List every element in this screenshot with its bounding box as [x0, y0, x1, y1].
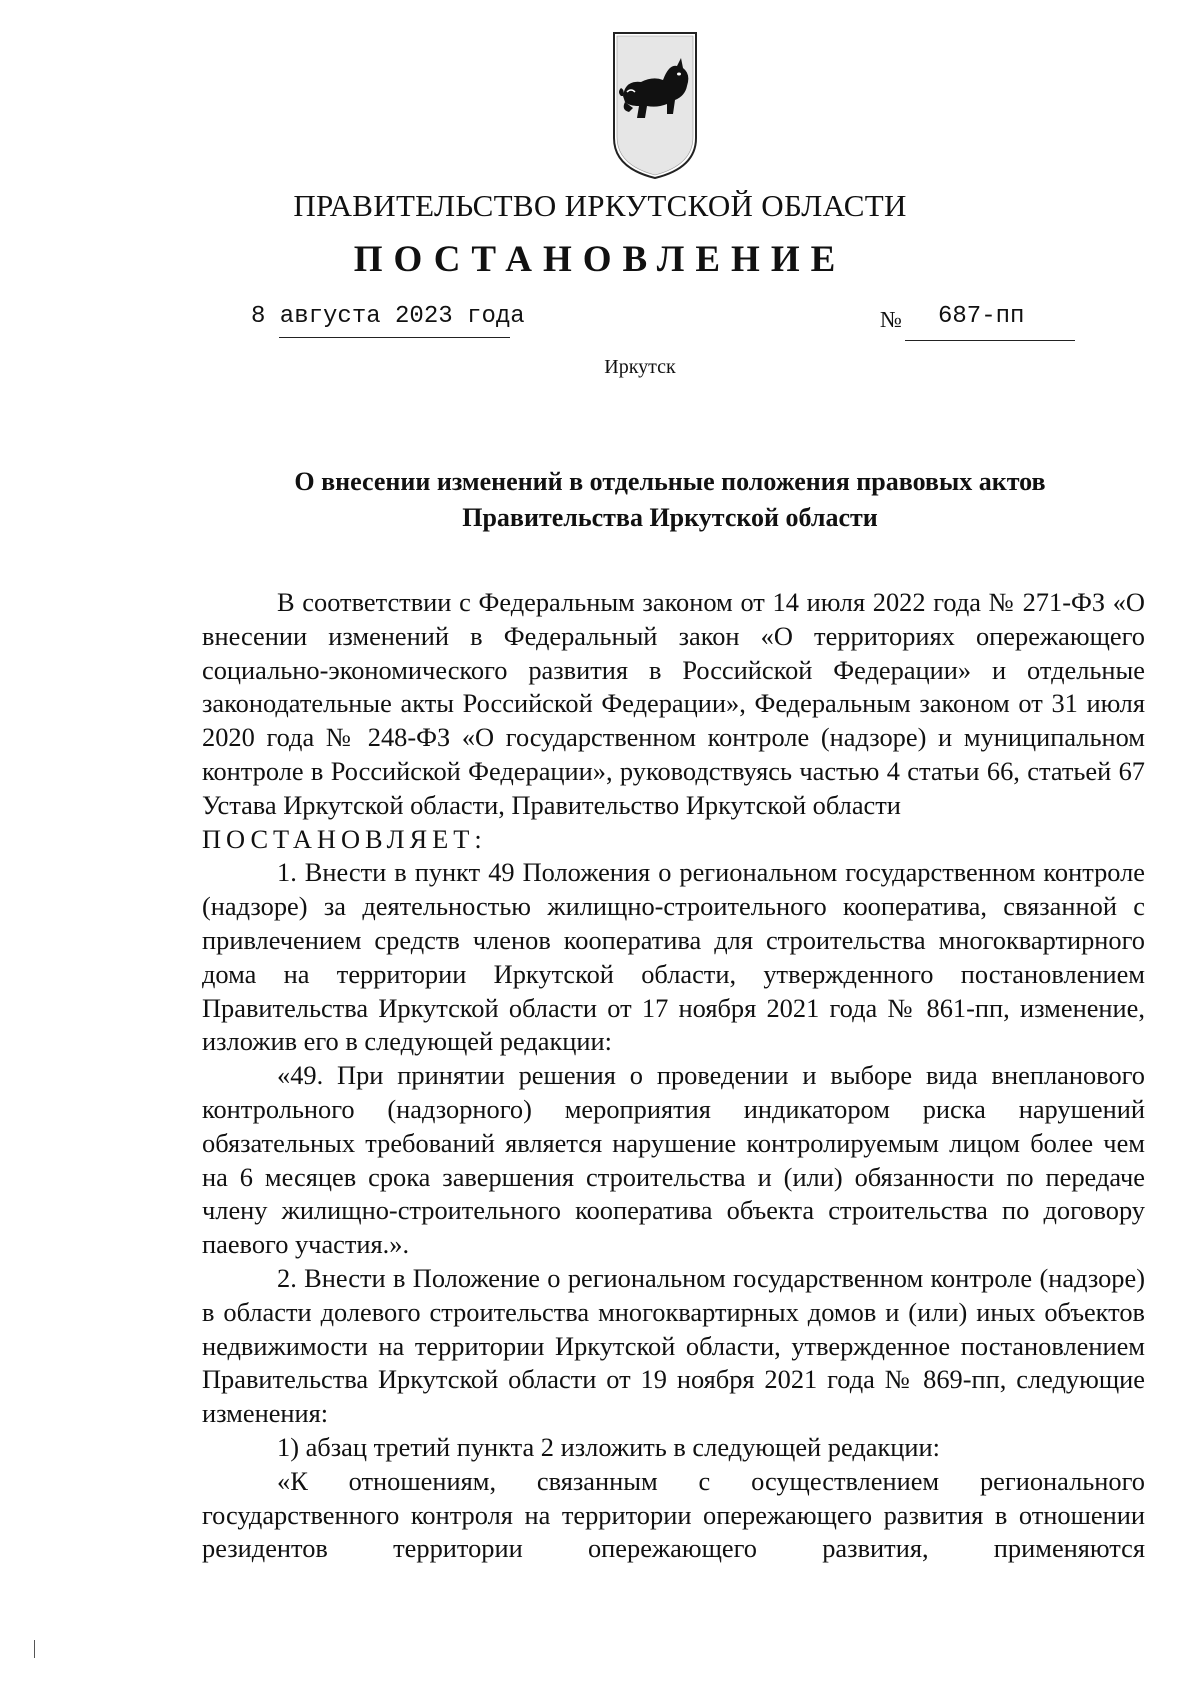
preamble-paragraph: В соответствии с Федеральным законом от 14 июля 2022 года № 271-ФЗ «О внесении изменений в Федеральный закон «О территориях опережающего социально-экономического развития в Российской Федерации» и отдельные законодательные акты Российской Федерации», Федеральным законом от 31 июля 2020 года № 248-ФЗ «О государственном контроле (надзоре) и муниципальном контроле в Российской Федерации», руководствуясь частью 4 статьи 66, статьей 67 Устава Иркутской области, Правительство Иркутской области [202, 587, 1145, 820]
document-body [202, 586, 1145, 1566]
item-1-quote-paragraph: «49. При принятии решения о проведении и выборе вида внепланового контрольного (надзорного) мероприятия индикатором риска нарушений обязательных требований является нарушение контролируемым лицом более чем на 6 месяцев срока завершения строительства и (или) обязанности по передаче члену жилищно-строительного кооператива объекта строительства по договору паевого участия.». [202, 1060, 1145, 1260]
postanovlyaet-heading: ПОСТАНОВЛЯЕТ: [202, 823, 487, 854]
title-line-1: О внесении изменений в отдельные положения правовых актов [294, 467, 1046, 496]
document-date: 8 августа 2023 года [251, 303, 525, 330]
document-title [200, 464, 1140, 536]
item-2-subitem-1: 1) абзац третий пункта 2 изложить в следующей редакции: [277, 1431, 940, 1462]
coat-of-arms-icon [611, 30, 699, 180]
city: Иркутск [604, 356, 676, 378]
item-2-quote-paragraph: «К отношениям, связанным с осуществлением регионального государственного контроля на территории опережающего развития в отношении резидентов территории опережающего развития, применяются [202, 1465, 1145, 1564]
title-line-2: Правительства Иркутской области [462, 503, 878, 532]
scan-margin-mark [34, 1640, 35, 1658]
document-type: ПОСТАНОВЛЕНИЕ [353, 239, 847, 280]
document-number: 687-пп [938, 303, 1025, 330]
item-1-paragraph: 1. Внести в пункт 49 Положения о региональном государственном контроле (надзоре) за деятельностью жилищно-строительного кооператива, связанной с привлечением средств членов кооператива для строительства многоквартирного дома на территории Иркутской области, утвержденного постановлением Правительства Иркутской области от 17 ноября 2021 года № 861-пп, изменение, изложив его в следующей редакции: [202, 857, 1145, 1057]
number-sign: № [880, 307, 902, 332]
date-underline [279, 337, 510, 338]
item-2-paragraph: 2. Внести в Положение о региональном государственном контроле (надзоре) в области долевого строительства многоквартирных домов и (или) иных объектов недвижимости на территории Иркутской области, утвержденное постановлением Правительства Иркутской области от 19 ноября 2021 года № 869-пп, следующие изменения: [202, 1262, 1145, 1429]
government-name: ПРАВИТЕЛЬСТВО ИРКУТСКОЙ ОБЛАСТИ [293, 188, 907, 223]
number-underline [905, 340, 1075, 341]
